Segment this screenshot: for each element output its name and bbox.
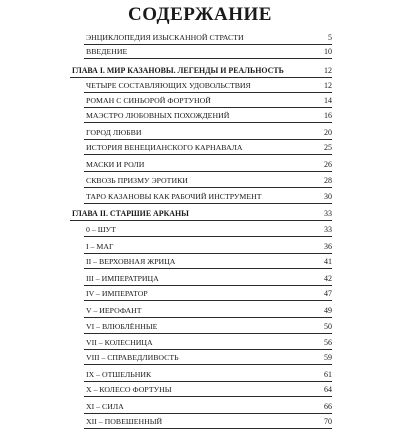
toc-entry-page: 47 xyxy=(324,289,332,298)
toc-entry xyxy=(84,384,332,397)
toc-entry-label: ГОРОД ЛЮБВИ xyxy=(86,128,142,137)
toc-entry-label: ГЛАВА II. СТАРШИЕ АРКАНЫ xyxy=(72,209,189,218)
toc-entry-page: 14 xyxy=(324,96,332,105)
toc-entry xyxy=(84,401,332,414)
toc-entry-page: 12 xyxy=(324,81,332,90)
toc-entry xyxy=(84,273,332,286)
toc-chapter-entry xyxy=(70,208,332,221)
toc-entry-label: ЭНЦИКЛОПЕДИЯ ИЗЫСКАННОЙ СТРАСТИ xyxy=(86,33,244,42)
toc-entry-page: 70 xyxy=(324,417,332,426)
toc-entry-page: 36 xyxy=(324,242,332,251)
toc-entry-label: МАСКИ И РОЛИ xyxy=(86,160,145,169)
toc-entry-page: 64 xyxy=(324,385,332,394)
toc-entry xyxy=(84,80,332,93)
toc-entry-page: 16 xyxy=(324,111,332,120)
toc-entry xyxy=(84,256,332,269)
toc-entry-label: III – ИМПЕРАТРИЦА xyxy=(86,274,159,283)
toc-entry-label: I – МАГ xyxy=(86,242,114,251)
toc-entry-page: 49 xyxy=(324,306,332,315)
toc-entry xyxy=(84,337,332,350)
toc-entry-page: 12 xyxy=(324,66,332,75)
toc-entry-label: ИСТОРИЯ ВЕНЕЦИАНСКОГО КАРНАВАЛА xyxy=(86,143,243,152)
toc-entry-page: 56 xyxy=(324,338,332,347)
toc-entry xyxy=(84,159,332,172)
toc-entry xyxy=(84,369,332,382)
toc-entry-page: 28 xyxy=(324,176,332,185)
toc-entry xyxy=(84,352,332,365)
toc-entry-label: IX – ОТШЕЛЬНИК xyxy=(86,370,152,379)
toc-entry-page: 25 xyxy=(324,143,332,152)
toc-entry-page: 50 xyxy=(324,322,332,331)
toc-entry-label: IV – ИМПЕРАТОР xyxy=(86,289,148,298)
toc-entry-label: II – ВЕРХОВНАЯ ЖРИЦА xyxy=(86,257,176,266)
toc-entry-label: РОМАН С СИНЬОРОЙ ФОРТУНОЙ xyxy=(86,96,211,105)
toc-entry xyxy=(84,241,332,254)
toc-entry-label: МАЭСТРО ЛЮБОВНЫХ ПОХОЖДЕНИЙ xyxy=(86,111,230,120)
toc-entry-label: ТАРО КАЗАНОВЫ КАК РАБОЧИЙ ИНСТРУМЕНТ xyxy=(86,192,262,201)
toc-entry xyxy=(84,127,332,140)
page-title: СОДЕРЖАНИЕ xyxy=(128,4,272,25)
toc-entry xyxy=(84,321,332,334)
toc-entry-label: VIII – СПРАВЕДЛИВОСТЬ xyxy=(86,353,179,362)
toc-entry-label: СКВОЗЬ ПРИЗМУ ЭРОТИКИ xyxy=(86,176,188,185)
toc-entry-label: ГЛАВА I. МИР КАЗАНОВЫ. ЛЕГЕНДЫ И РЕАЛЬНОСТЬ xyxy=(72,66,284,75)
toc-entry-page: 66 xyxy=(324,402,332,411)
toc-entry-page: 5 xyxy=(328,33,332,42)
toc-entry-label: V – ИЕРОФАНТ xyxy=(86,306,142,315)
toc-entry-page: 30 xyxy=(324,192,332,201)
toc-entry xyxy=(84,288,332,301)
toc-entry xyxy=(84,110,332,123)
toc-entry xyxy=(84,191,332,204)
toc-entry xyxy=(84,175,332,188)
toc-entry-page: 26 xyxy=(324,160,332,169)
toc-entry-label: X – КОЛЕСО ФОРТУНЫ xyxy=(86,385,172,394)
toc-entry-label: 0 – ШУТ xyxy=(86,225,116,234)
toc-entry xyxy=(84,305,332,318)
toc-entry-label: VII – КОЛЕСНИЦА xyxy=(86,338,153,347)
toc-entry xyxy=(84,416,332,429)
toc-entry-page: 61 xyxy=(324,370,332,379)
toc-entry-page: 20 xyxy=(324,128,332,137)
toc-entry-page: 42 xyxy=(324,274,332,283)
toc-entry xyxy=(84,46,332,59)
toc-entry xyxy=(84,142,332,155)
toc-entry-page: 33 xyxy=(324,225,332,234)
toc-chapter-entry xyxy=(70,65,332,78)
toc-entry-label: XI – СИЛА xyxy=(86,402,124,411)
toc-entry-label: ВВЕДЕНИЕ xyxy=(86,47,128,56)
toc-entry-page: 10 xyxy=(324,47,332,56)
toc-entry-label: VI – ВЛЮБЛЁННЫЕ xyxy=(86,322,158,331)
toc-entry xyxy=(84,224,332,237)
toc-entry-page: 59 xyxy=(324,353,332,362)
toc-entry-label: XII – ПОВЕШЕННЫЙ xyxy=(86,417,163,426)
toc-entry-page: 33 xyxy=(324,209,332,218)
toc-entry xyxy=(84,95,332,108)
toc-entry xyxy=(84,32,332,45)
toc-entry-page: 41 xyxy=(324,257,332,266)
toc-entry-label: ЧЕТЫРЕ СОСТАВЛЯЮЩИХ УДОВОЛЬСТВИЯ xyxy=(86,81,251,90)
